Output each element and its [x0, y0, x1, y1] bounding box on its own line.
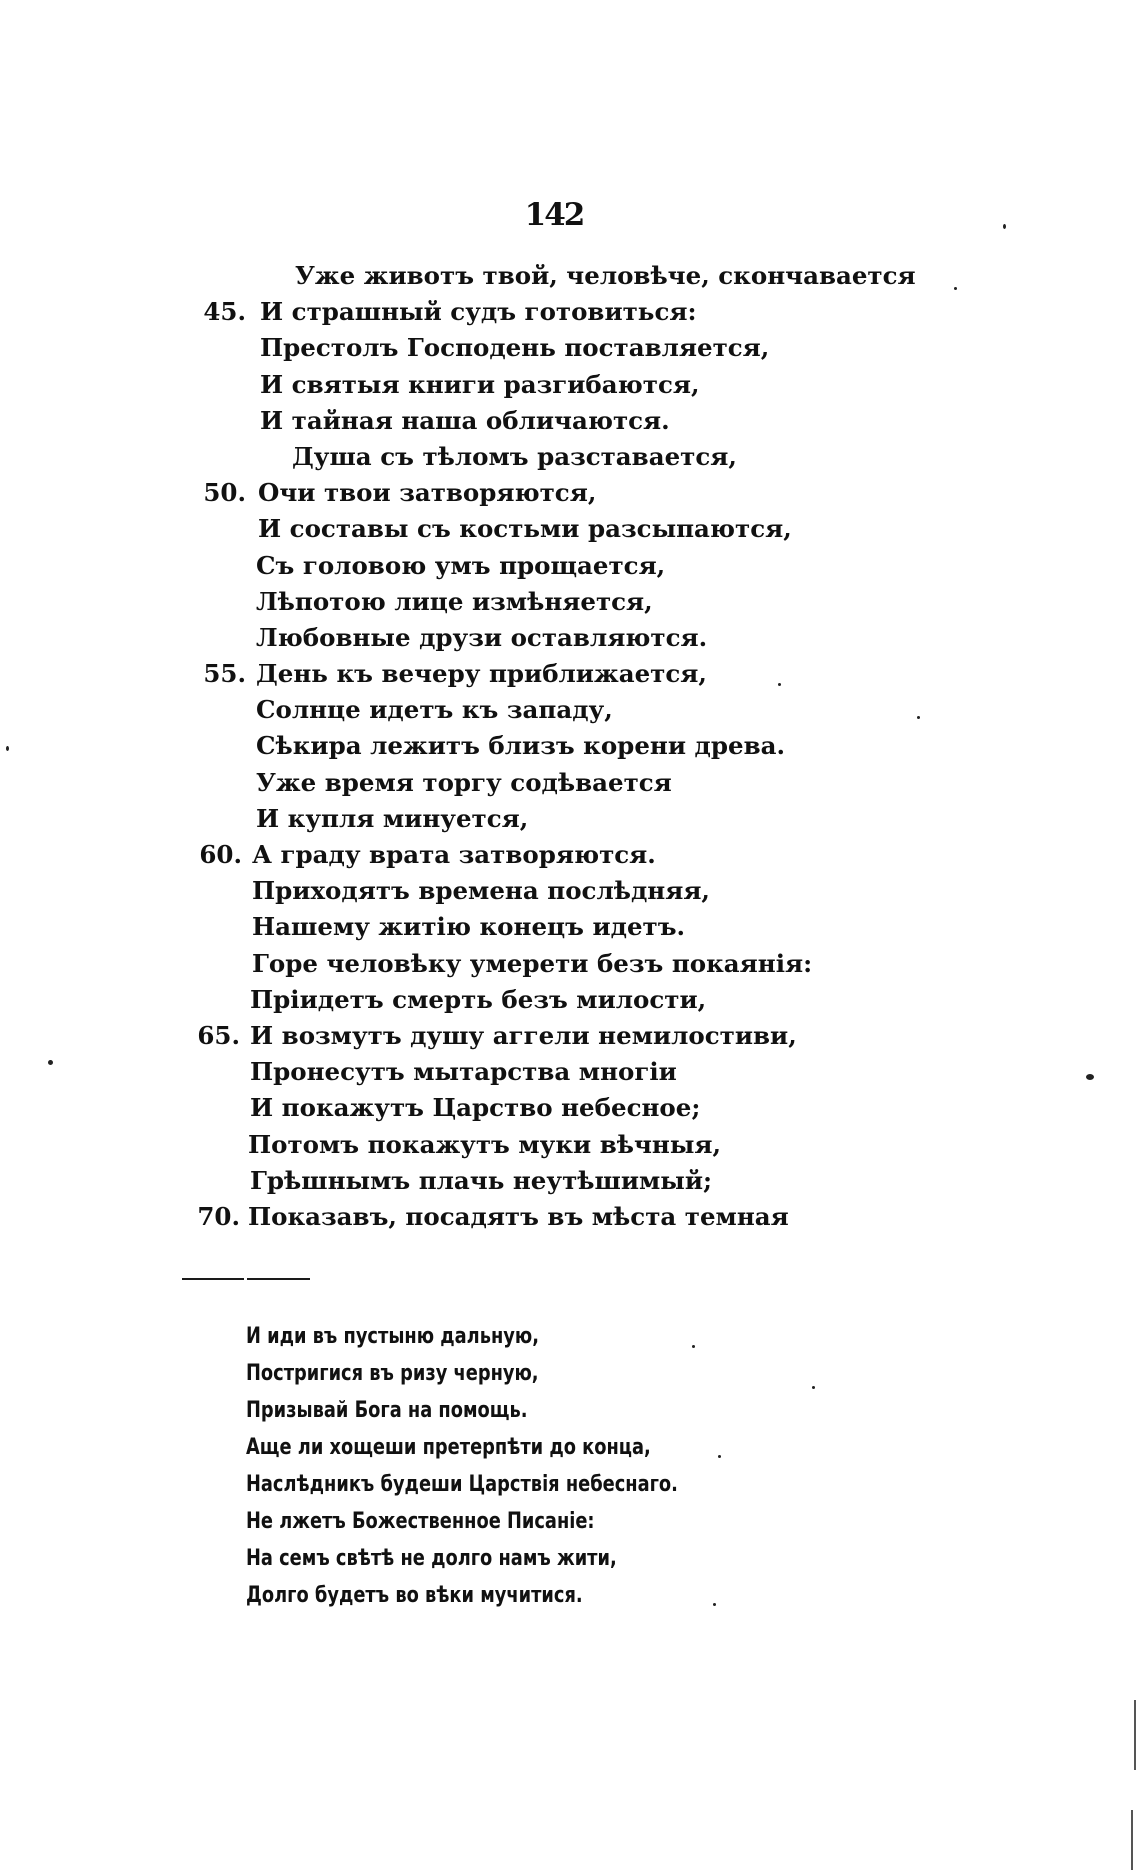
poem-line [0, 330, 1140, 366]
line-text: Потомъ покажутъ муки вѣчныя, [248, 1129, 722, 1159]
poem-line [0, 475, 1140, 511]
line-text: Сѣкира лежитъ близъ корени древа. [256, 731, 786, 761]
poem-line [0, 1127, 1140, 1163]
line-text: Уже животъ твой, человѣче, скончавается [295, 261, 916, 290]
line-number: 70. [197, 1201, 240, 1231]
scan-speck [954, 287, 957, 290]
line-text: И святыя книги разгибаются, [260, 369, 700, 399]
poem-line [0, 403, 1140, 439]
scan-speck [812, 1386, 815, 1389]
line-text: Нашему житію конецъ идетъ. [252, 912, 686, 942]
poem-line [0, 1090, 1140, 1126]
edge-mark [1134, 1700, 1136, 1770]
line-text: И купля минуется, [256, 803, 529, 833]
line-number: 50. [203, 478, 246, 508]
line-text: Приходятъ времена послѣдняя, [252, 876, 710, 906]
line-text: Съ головою умъ прощается, [256, 550, 666, 580]
poem-line [0, 692, 1140, 728]
poem-line [0, 982, 1140, 1018]
poem-line [0, 294, 1140, 330]
verse-line: Аще ли хощеши претерпѣти до конца, [246, 1435, 651, 1460]
line-text: И возмутъ душу аггели немилостиви, [250, 1020, 797, 1050]
scan-speck [718, 1455, 721, 1458]
poem-line [0, 656, 1140, 692]
line-text: Горе человѣку умерети безъ покаянія: [252, 948, 813, 978]
poem-line [0, 367, 1140, 403]
line-text: Очи твои затворяются, [258, 478, 597, 508]
line-text: Любовные друзи оставляются. [256, 622, 708, 652]
poem-line [0, 1199, 1140, 1235]
poem-line [0, 584, 1140, 620]
line-text: Душа съ тѣломъ разставается, [292, 441, 737, 471]
verse-line: Призывай Бога на помощь. [246, 1398, 528, 1423]
poem-line [0, 439, 1140, 475]
poem [0, 258, 1140, 1235]
scan-speck [6, 746, 9, 751]
line-number: 60. [199, 840, 242, 869]
line-text: Пріидетъ смерть безъ милости, [250, 984, 707, 1014]
footnote-rule [182, 1278, 310, 1280]
line-number: 55. [203, 659, 246, 689]
verse-line: И иди въ пустыню дальную, [246, 1324, 539, 1349]
scan-speck [48, 1060, 53, 1065]
line-text: Пронесутъ мытарства многіи [250, 1057, 677, 1087]
poem-line [0, 873, 1140, 909]
page-number: 142 [524, 197, 584, 233]
poem-line [0, 837, 1140, 873]
scan-speck [778, 683, 781, 686]
line-text: И тайная наша обличаются. [260, 405, 670, 435]
line-text: День къ вечеру приближается, [256, 659, 707, 689]
line-text: Уже время торгу содѣвается [256, 767, 672, 797]
edge-mark [1131, 1810, 1133, 1870]
poem-line [0, 1054, 1140, 1090]
line-number: 65. [197, 1020, 240, 1050]
poem-line [0, 620, 1140, 656]
verse-line: Не лжетъ Божественное Писаніе: [246, 1509, 595, 1534]
line-text: Грѣшнымъ плачь неутѣшимый; [250, 1165, 713, 1195]
poem-line [0, 511, 1140, 547]
scan-speck [1003, 224, 1006, 229]
line-text: Показавъ, посадятъ въ мѣста темная [248, 1201, 789, 1231]
appended-verses [246, 1318, 846, 1614]
poem-line [0, 258, 1140, 294]
scan-speck [692, 1345, 695, 1348]
line-text: А граду врата затворяются. [252, 840, 656, 869]
poem-line [0, 765, 1140, 801]
verse-line: Наслѣдникъ будеши Царствія небеснаго. [246, 1472, 678, 1497]
poem-line [0, 548, 1140, 584]
poem-line [0, 1163, 1140, 1199]
poem-line [0, 728, 1140, 764]
line-text: И покажутъ Царство небесное; [250, 1093, 701, 1123]
poem-line [0, 801, 1140, 837]
line-text: И составы съ костьми разсыпаются, [258, 514, 792, 544]
line-number: 45. [203, 297, 246, 327]
verse-line: Долго будетъ во вѣки мучитися. [246, 1583, 583, 1608]
line-text: Солнце идетъ къ западу, [256, 695, 613, 725]
line-text: Престолъ Господень поставляется, [260, 333, 770, 363]
verse-line: Постригися въ ризу черную, [246, 1361, 539, 1386]
poem-line [0, 909, 1140, 945]
scan-speck [1086, 1074, 1094, 1080]
scan-speck [713, 1603, 716, 1606]
poem-line [0, 1018, 1140, 1054]
scan-speck [917, 716, 920, 719]
verse-line: На семъ свѣтѣ не долго намъ жити, [246, 1546, 617, 1571]
poem-line [0, 946, 1140, 982]
line-text: Лѣпотою лице измѣняется, [256, 586, 653, 616]
line-text: И страшный судъ готовиться: [260, 297, 697, 327]
